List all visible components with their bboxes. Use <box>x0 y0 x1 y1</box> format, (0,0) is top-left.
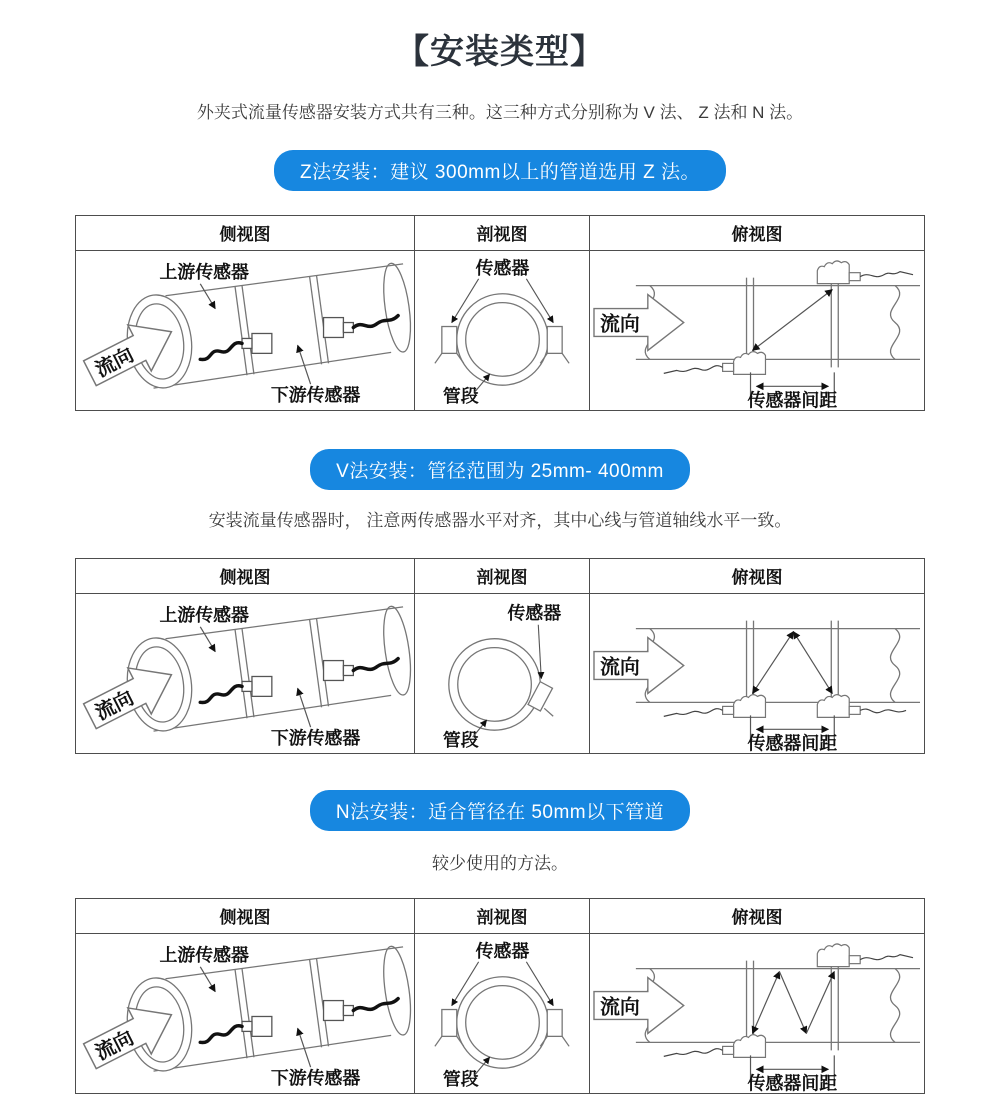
z-method-banner: Z法安装：建议 300mm以上的管道选用 Z 法。 <box>274 150 726 191</box>
z-section-view-cell <box>415 251 590 410</box>
n-method-banner: N法安装：适合管径在 50mm以下管道 <box>310 790 690 831</box>
column-header-side-view: 侧视图 <box>76 559 415 594</box>
z-top-view-diagram <box>590 251 924 410</box>
v-side-view-diagram <box>76 594 414 753</box>
table-header-row <box>76 559 924 594</box>
column-header-top-view: 俯视图 <box>590 559 924 594</box>
column-header-section-view: 剖视图 <box>415 899 590 934</box>
section-z-method <box>0 150 1000 411</box>
v-method-note: 安装流量传感器时， 注意两传感器水平对齐，其中心线与管道轴线水平一致。 <box>208 511 792 531</box>
table-body-row <box>76 251 924 410</box>
column-header-top-view: 俯视图 <box>590 899 924 934</box>
v-top-view-diagram <box>590 594 924 753</box>
n-side-view-cell <box>76 934 415 1093</box>
table-body-row <box>76 934 924 1093</box>
column-header-section-view: 剖视图 <box>415 216 590 251</box>
table-header-row <box>76 216 924 251</box>
n-side-view-diagram <box>76 934 414 1093</box>
n-top-view-cell <box>590 934 924 1093</box>
z-method-table <box>75 215 925 411</box>
n-method-note: 较少使用的方法。 <box>432 854 568 874</box>
column-header-section-view: 剖视图 <box>415 559 590 594</box>
v-method-banner: V法安装：管径范围为 25mm- 400mm <box>310 449 690 490</box>
z-side-view-cell <box>76 251 415 410</box>
v-side-view-cell <box>76 594 415 753</box>
page-title: 【安装类型】 <box>395 33 605 71</box>
column-header-top-view: 俯视图 <box>590 216 924 251</box>
table-header-row <box>76 899 924 934</box>
n-top-view-diagram <box>590 934 924 1093</box>
z-section-view-diagram <box>415 251 589 410</box>
column-header-side-view: 侧视图 <box>76 899 415 934</box>
z-side-view-diagram <box>76 251 414 410</box>
v-section-view-cell <box>415 594 590 753</box>
n-section-view-diagram <box>415 934 589 1093</box>
n-method-table <box>75 898 925 1094</box>
column-header-side-view: 侧视图 <box>76 216 415 251</box>
v-method-table <box>75 558 925 754</box>
z-top-view-cell <box>590 251 924 410</box>
intro-text: 外夹式流量传感器安装方式共有三种。这三种方式分别称为 V 法、 Z 法和 N 法。 <box>196 103 804 123</box>
section-n-method <box>0 790 1000 1094</box>
v-top-view-cell <box>590 594 924 753</box>
n-section-view-cell <box>415 934 590 1093</box>
table-body-row <box>76 594 924 753</box>
v-section-view-diagram <box>415 594 589 753</box>
section-v-method <box>0 449 1000 754</box>
